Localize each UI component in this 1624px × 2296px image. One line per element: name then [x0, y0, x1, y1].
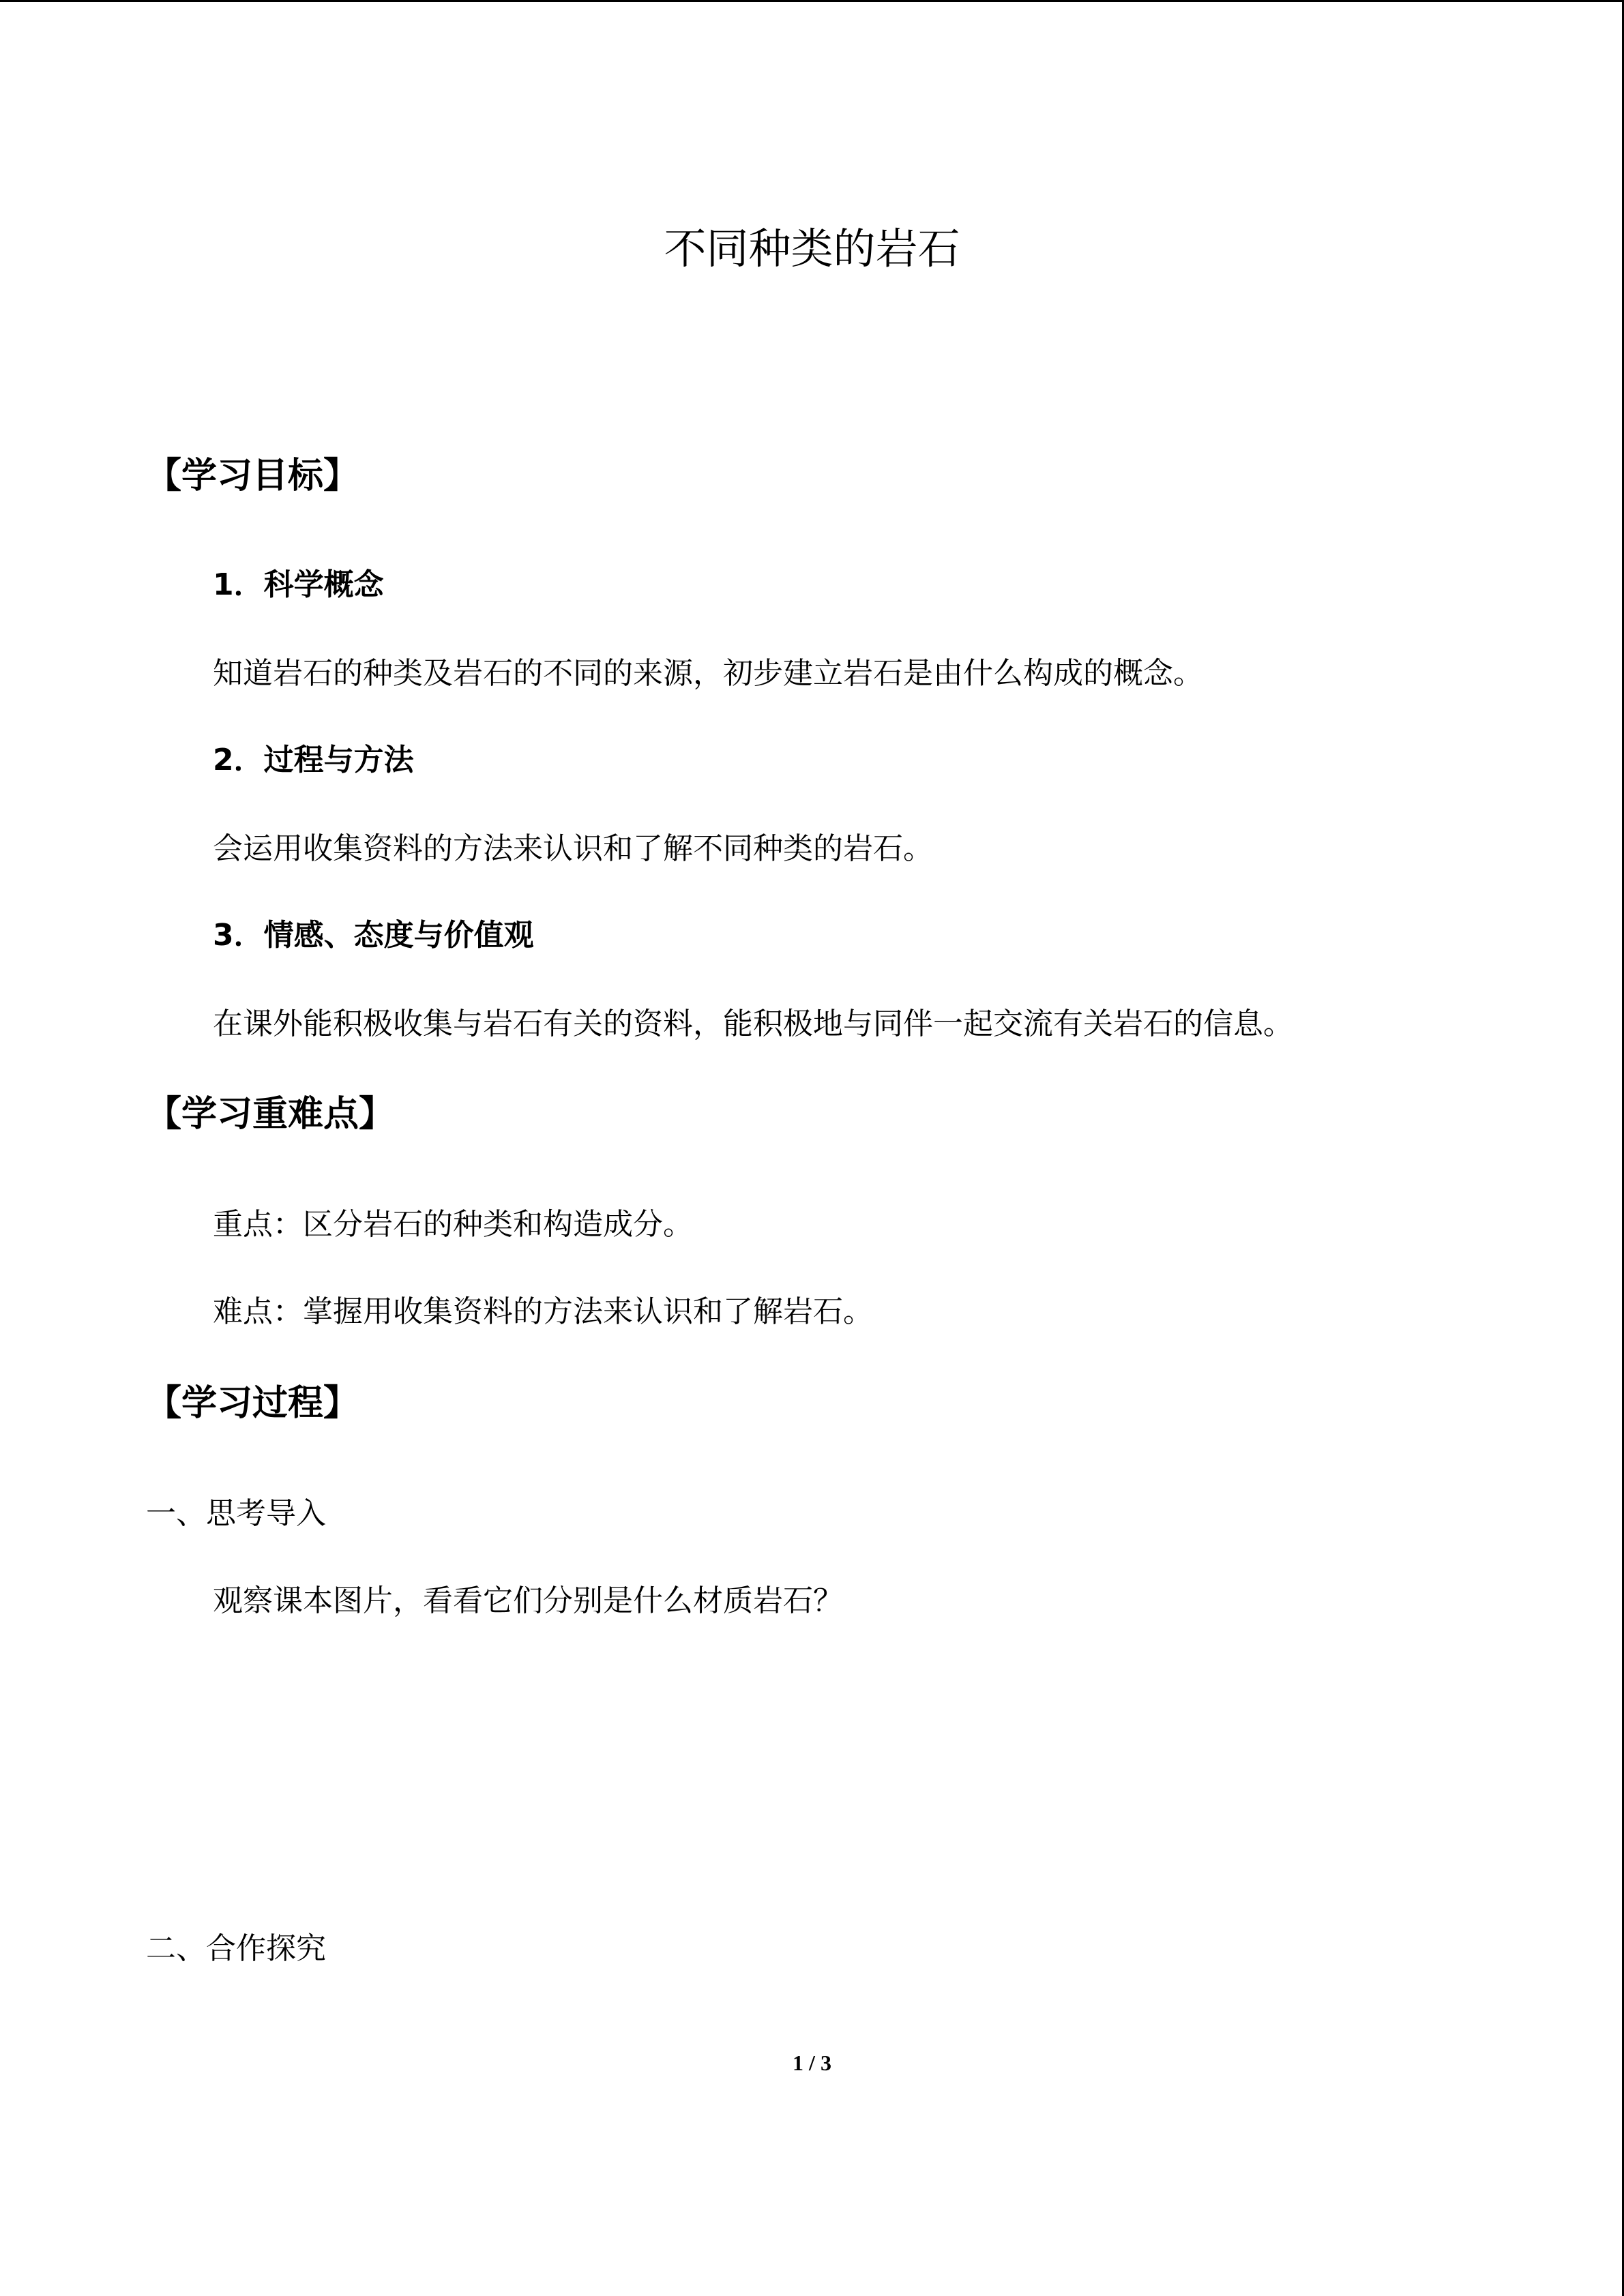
objective-heading-attitude-values: 3．情感、态度与价值观 — [213, 918, 534, 953]
section-heading-process: 【学习过程】 — [146, 1383, 359, 1424]
objective-text-science-concept: 知道岩石的种类及岩石的不同的来源，初步建立岩石是由什么构成的概念。 — [213, 656, 1203, 691]
page-indicator: 1 / 3 — [793, 2051, 831, 2075]
objective-text-process-method: 会运用收集资料的方法来认识和了解不同种类的岩石。 — [213, 831, 933, 866]
process-step-heading-intro: 一、思考导入 — [146, 1496, 326, 1531]
section-heading-objectives: 【学习目标】 — [146, 456, 359, 496]
objective-heading-process-method: 2．过程与方法 — [213, 743, 414, 777]
document-title: 不同种类的岩石 — [664, 224, 960, 273]
process-step-text-intro: 观察课本图片，看看它们分别是什么材质岩石？ — [213, 1583, 843, 1618]
objective-heading-science-concept: 1．科学概念 — [213, 567, 384, 602]
key-point-focus: 重点：区分岩石的种类和构造成分。 — [213, 1207, 693, 1242]
section-heading-key-points: 【学习重难点】 — [146, 1094, 395, 1135]
process-step-heading-cooperation: 二、合作探究 — [146, 1931, 326, 1966]
objective-text-attitude-values: 在课外能积极收集与岩石有关的资料，能积极地与同伴一起交流有关岩石的信息。 — [213, 1007, 1293, 1041]
key-point-difficulty: 难点：掌握用收集资料的方法来认识和了解岩石。 — [213, 1294, 873, 1329]
